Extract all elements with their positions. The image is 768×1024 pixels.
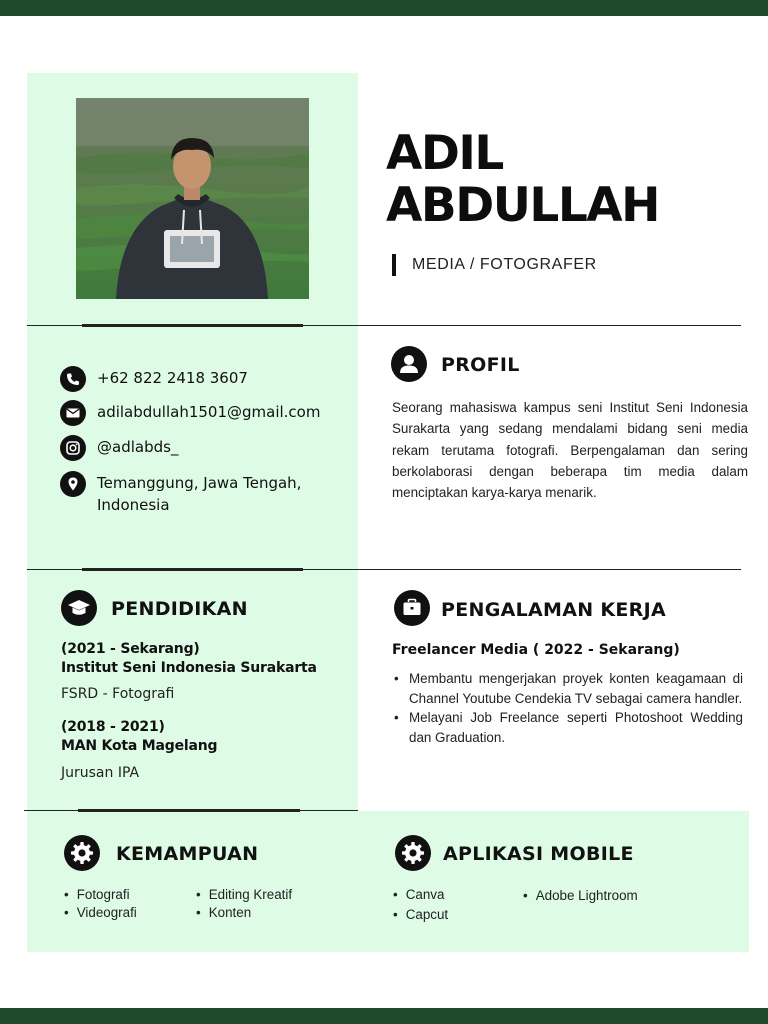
graduation-cap-icon: [61, 590, 97, 626]
job-duty-1: • Membantu mengerjakan proyek konten keagamaan di Channel Youtube Cendekia TV sebagai camera handler.: [392, 669, 743, 708]
job-title: Freelancer Media ( 2022 - Sekarang): [392, 642, 680, 658]
divider-top-accent: [82, 324, 303, 327]
app-item: • Capcut: [393, 906, 448, 923]
skill-item: • Konten: [196, 904, 251, 921]
app-item: • Canva: [393, 886, 444, 903]
email-address[interactable]: adilabdullah1501@gmail.com: [97, 403, 321, 421]
education-heading: PENDIDIKAN: [111, 598, 248, 620]
education-1-school: Institut Seni Indonesia Surakarta: [61, 660, 317, 676]
bottom-border-bar: [0, 1008, 768, 1024]
name-line-1: ADIL: [386, 126, 503, 181]
person-name: [386, 128, 659, 232]
phone-icon: [60, 366, 86, 392]
experience-heading: PENGALAMAN KERJA: [441, 599, 666, 621]
divider-middle-accent: [82, 568, 303, 571]
gear-icon: [395, 835, 431, 871]
instagram-icon: [60, 435, 86, 461]
education-1-detail: FSRD - Fotografi: [61, 686, 175, 702]
education-2-school: MAN Kota Magelang: [61, 738, 218, 754]
instagram-handle[interactable]: @adlabds_: [97, 438, 179, 456]
skill-item: • Editing Kreatif: [196, 886, 292, 903]
divider-bottom-accent: [78, 809, 300, 812]
bottom-panel-background: [27, 811, 749, 952]
role-title: MEDIA / FOTOGRAFER: [392, 254, 597, 276]
profile-summary: Seorang mahasiswa kampus seni Institut Seni Indonesia Surakarta yang sedang mendalami bidang seni media rekam terutama fotografi. Berpengalaman dan sering berkolaborasi dengan beberapa tim media dalam menciptakan karya-karya menarik.: [392, 400, 748, 501]
apps-heading: APLIKASI MOBILE: [443, 843, 634, 865]
phone-number[interactable]: +62 822 2418 3607: [97, 369, 248, 387]
job-duties-list: [392, 669, 743, 747]
gear-icon: [64, 835, 100, 871]
profile-photo: [76, 98, 309, 299]
location-line-2: Indonesia: [97, 496, 170, 514]
app-item: • Adobe Lightroom: [523, 887, 638, 904]
location-pin-icon: [60, 471, 86, 497]
profile-heading: PROFIL: [441, 354, 520, 376]
skills-heading: KEMAMPUAN: [116, 843, 259, 865]
education-2-period: (2018 - 2021): [61, 719, 165, 735]
job-duty-2: • Melayani Job Freelance seperti Photoshoot Wedding dan Graduation.: [392, 708, 743, 747]
education-2-detail: Jurusan IPA: [61, 765, 140, 781]
briefcase-icon: [394, 590, 430, 626]
skill-item: • Videografi: [64, 904, 137, 921]
location-line-1: Temanggung, Jawa Tengah,: [97, 474, 302, 492]
skill-item: • Fotografi: [64, 886, 130, 903]
mail-icon: [60, 400, 86, 426]
user-icon: [391, 346, 427, 382]
name-line-2: ABDULLAH: [386, 178, 659, 233]
education-1-period: (2021 - Sekarang): [61, 641, 200, 657]
top-border-bar: [0, 0, 768, 16]
